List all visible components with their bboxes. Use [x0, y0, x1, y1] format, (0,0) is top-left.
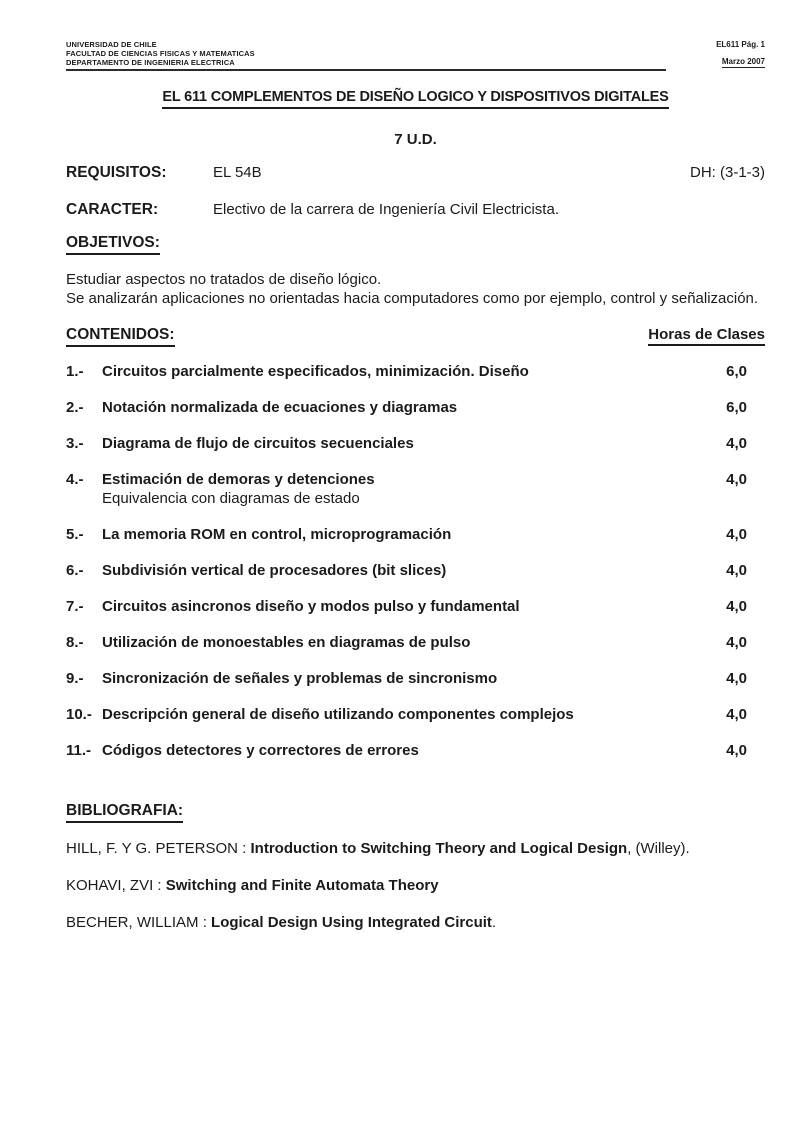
content-item-hours: 4,0: [726, 562, 747, 579]
course-code-page-number: EL611 Pág. 1: [716, 40, 765, 49]
content-item-text: [102, 561, 687, 580]
content-item-row: [66, 597, 765, 616]
bibliography-entry: [66, 913, 765, 932]
document-date: Marzo 2007: [721, 57, 765, 66]
institution-line: FACULTAD DE CIENCIAS FISICAS Y MATEMATICAS: [66, 49, 255, 58]
content-item-hours: 4,0: [726, 634, 747, 651]
bibliography-entry: [66, 839, 765, 858]
content-item-title: Subdivisión vertical de procesadores (bit slices): [102, 562, 447, 579]
content-item-text: [102, 398, 687, 417]
content-item-text: [102, 669, 687, 688]
content-item-text: [102, 705, 687, 724]
content-item-text: [102, 633, 687, 652]
course-credits: 7 U.D.: [394, 131, 437, 148]
content-item-hours: 4,0: [726, 670, 747, 687]
header-divider-rule: [66, 69, 666, 71]
content-item-text: [102, 741, 687, 760]
content-item-text: [102, 470, 687, 508]
content-item-title: Estimación de demoras y detenciones: [102, 471, 375, 488]
content-item-hours: 4,0: [726, 435, 747, 452]
caracter-value: Electivo de la carrera de Ingeniería Civil Electricista.: [213, 201, 559, 218]
content-item-hours: 4,0: [726, 471, 747, 488]
content-item-number: 11.-: [66, 742, 92, 759]
bibliography-list: [66, 839, 765, 932]
content-item-row: [66, 741, 765, 760]
course-title: EL 611 COMPLEMENTOS DE DISEÑO LOGICO Y DISPOSITIVOS DIGITALES: [162, 89, 668, 109]
requisitos-label: REQUISITOS:: [66, 164, 167, 181]
bibliography-entry: [66, 876, 765, 895]
bibliography-authors: HILL, F. Y G. PETERSON :: [66, 840, 251, 857]
content-item-title: La memoria ROM en control, microprogramación: [102, 526, 452, 543]
contents-list: [66, 362, 765, 760]
content-item-text: [102, 597, 687, 616]
header-meta: [716, 40, 765, 68]
requisitos-row: [66, 164, 765, 181]
dh-value: DH: (3-1-3): [689, 164, 765, 181]
content-item-row: [66, 434, 765, 453]
content-item-number: 6.-: [66, 562, 84, 579]
bibliography-title: Introduction to Switching Theory and Logical Design: [250, 840, 628, 857]
bibliografia-heading: BIBLIOGRAFIA:: [66, 802, 183, 823]
requisitos-value: EL 54B: [213, 164, 262, 181]
content-item-hours: 4,0: [726, 742, 747, 759]
content-item-number: 5.-: [66, 526, 84, 543]
content-item-number: 9.-: [66, 670, 84, 687]
contenidos-heading: CONTENIDOS:: [66, 326, 175, 347]
content-item-row: [66, 362, 765, 381]
institution-line: DEPARTAMENTO DE INGENIERIA ELECTRICA: [66, 58, 235, 67]
bibliography-suffix: , (Willey).: [627, 840, 690, 857]
content-item-title: Notación normalizada de ecuaciones y diagramas: [102, 399, 458, 416]
institution-line: UNIVERSIDAD DE CHILE: [66, 40, 157, 49]
bibliography-authors: BECHER, WILLIAM :: [66, 914, 212, 931]
content-item-title: Diagrama de flujo de circuitos secuenciales: [102, 435, 414, 452]
content-item-number: 4.-: [66, 471, 84, 488]
content-item-number: 1.-: [66, 363, 84, 380]
content-item-number: 3.-: [66, 435, 84, 452]
content-item-number: 10.-: [66, 706, 92, 723]
contenidos-header-row: [66, 326, 765, 347]
content-item-hours: 6,0: [726, 363, 747, 380]
hours-column-header: Horas de Clases: [648, 326, 765, 346]
content-item-number: 8.-: [66, 634, 84, 651]
content-item-title: Descripción general de diseño utilizando componentes complejos: [102, 706, 574, 723]
content-item-row: [66, 705, 765, 724]
objetivos-text-line1: Estudiar aspectos no tratados de diseño lógico.: [66, 271, 382, 288]
bibliografia-section: [66, 802, 765, 823]
content-item-hours: 4,0: [726, 598, 747, 615]
bibliography-title: Logical Design Using Integrated Circuit: [211, 914, 492, 931]
title-block: [66, 88, 765, 109]
content-item-hours: 4,0: [726, 526, 747, 543]
content-item-title: Utilización de monoestables en diagramas de pulso: [102, 634, 471, 651]
content-item-text: [102, 525, 687, 544]
institution-block: [66, 40, 255, 67]
content-item-row: [66, 669, 765, 688]
content-item-row: [66, 470, 765, 508]
bibliography-title: Switching and Finite Automata Theory: [165, 877, 439, 894]
caracter-row: [66, 201, 765, 218]
content-item-subtitle: Equivalencia con diagramas de estado: [102, 490, 360, 507]
content-item-row: [66, 398, 765, 417]
content-item-row: [66, 561, 765, 580]
content-item-text: [102, 362, 687, 381]
objetivos-heading: OBJETIVOS:: [66, 234, 160, 255]
bibliography-suffix: .: [491, 914, 497, 931]
content-item-text: [102, 434, 687, 453]
content-item-title: Circuitos asincronos diseño y modos pulso y fundamental: [102, 598, 520, 615]
content-item-hours: 6,0: [726, 399, 747, 416]
objetivos-text-line2: Se analizarán aplicaciones no orientadas hacia computadores como por ejemplo, control y señalización.: [66, 290, 759, 307]
content-item-row: [66, 525, 765, 544]
content-item-number: 7.-: [66, 598, 84, 615]
content-item-title: Sincronización de señales y problemas de sincronismo: [102, 670, 498, 687]
caracter-label: CARACTER:: [66, 201, 159, 218]
content-item-hours: 4,0: [726, 706, 747, 723]
content-item-number: 2.-: [66, 399, 84, 416]
content-item-title: Circuitos parcialmente especificados, minimización. Diseño: [102, 363, 529, 380]
document-header: [66, 40, 765, 68]
objetivos-section: [66, 234, 765, 255]
content-item-row: [66, 633, 765, 652]
bibliography-authors: KOHAVI, ZVI :: [66, 877, 166, 894]
content-item-title: Códigos detectores y correctores de errores: [102, 742, 419, 759]
